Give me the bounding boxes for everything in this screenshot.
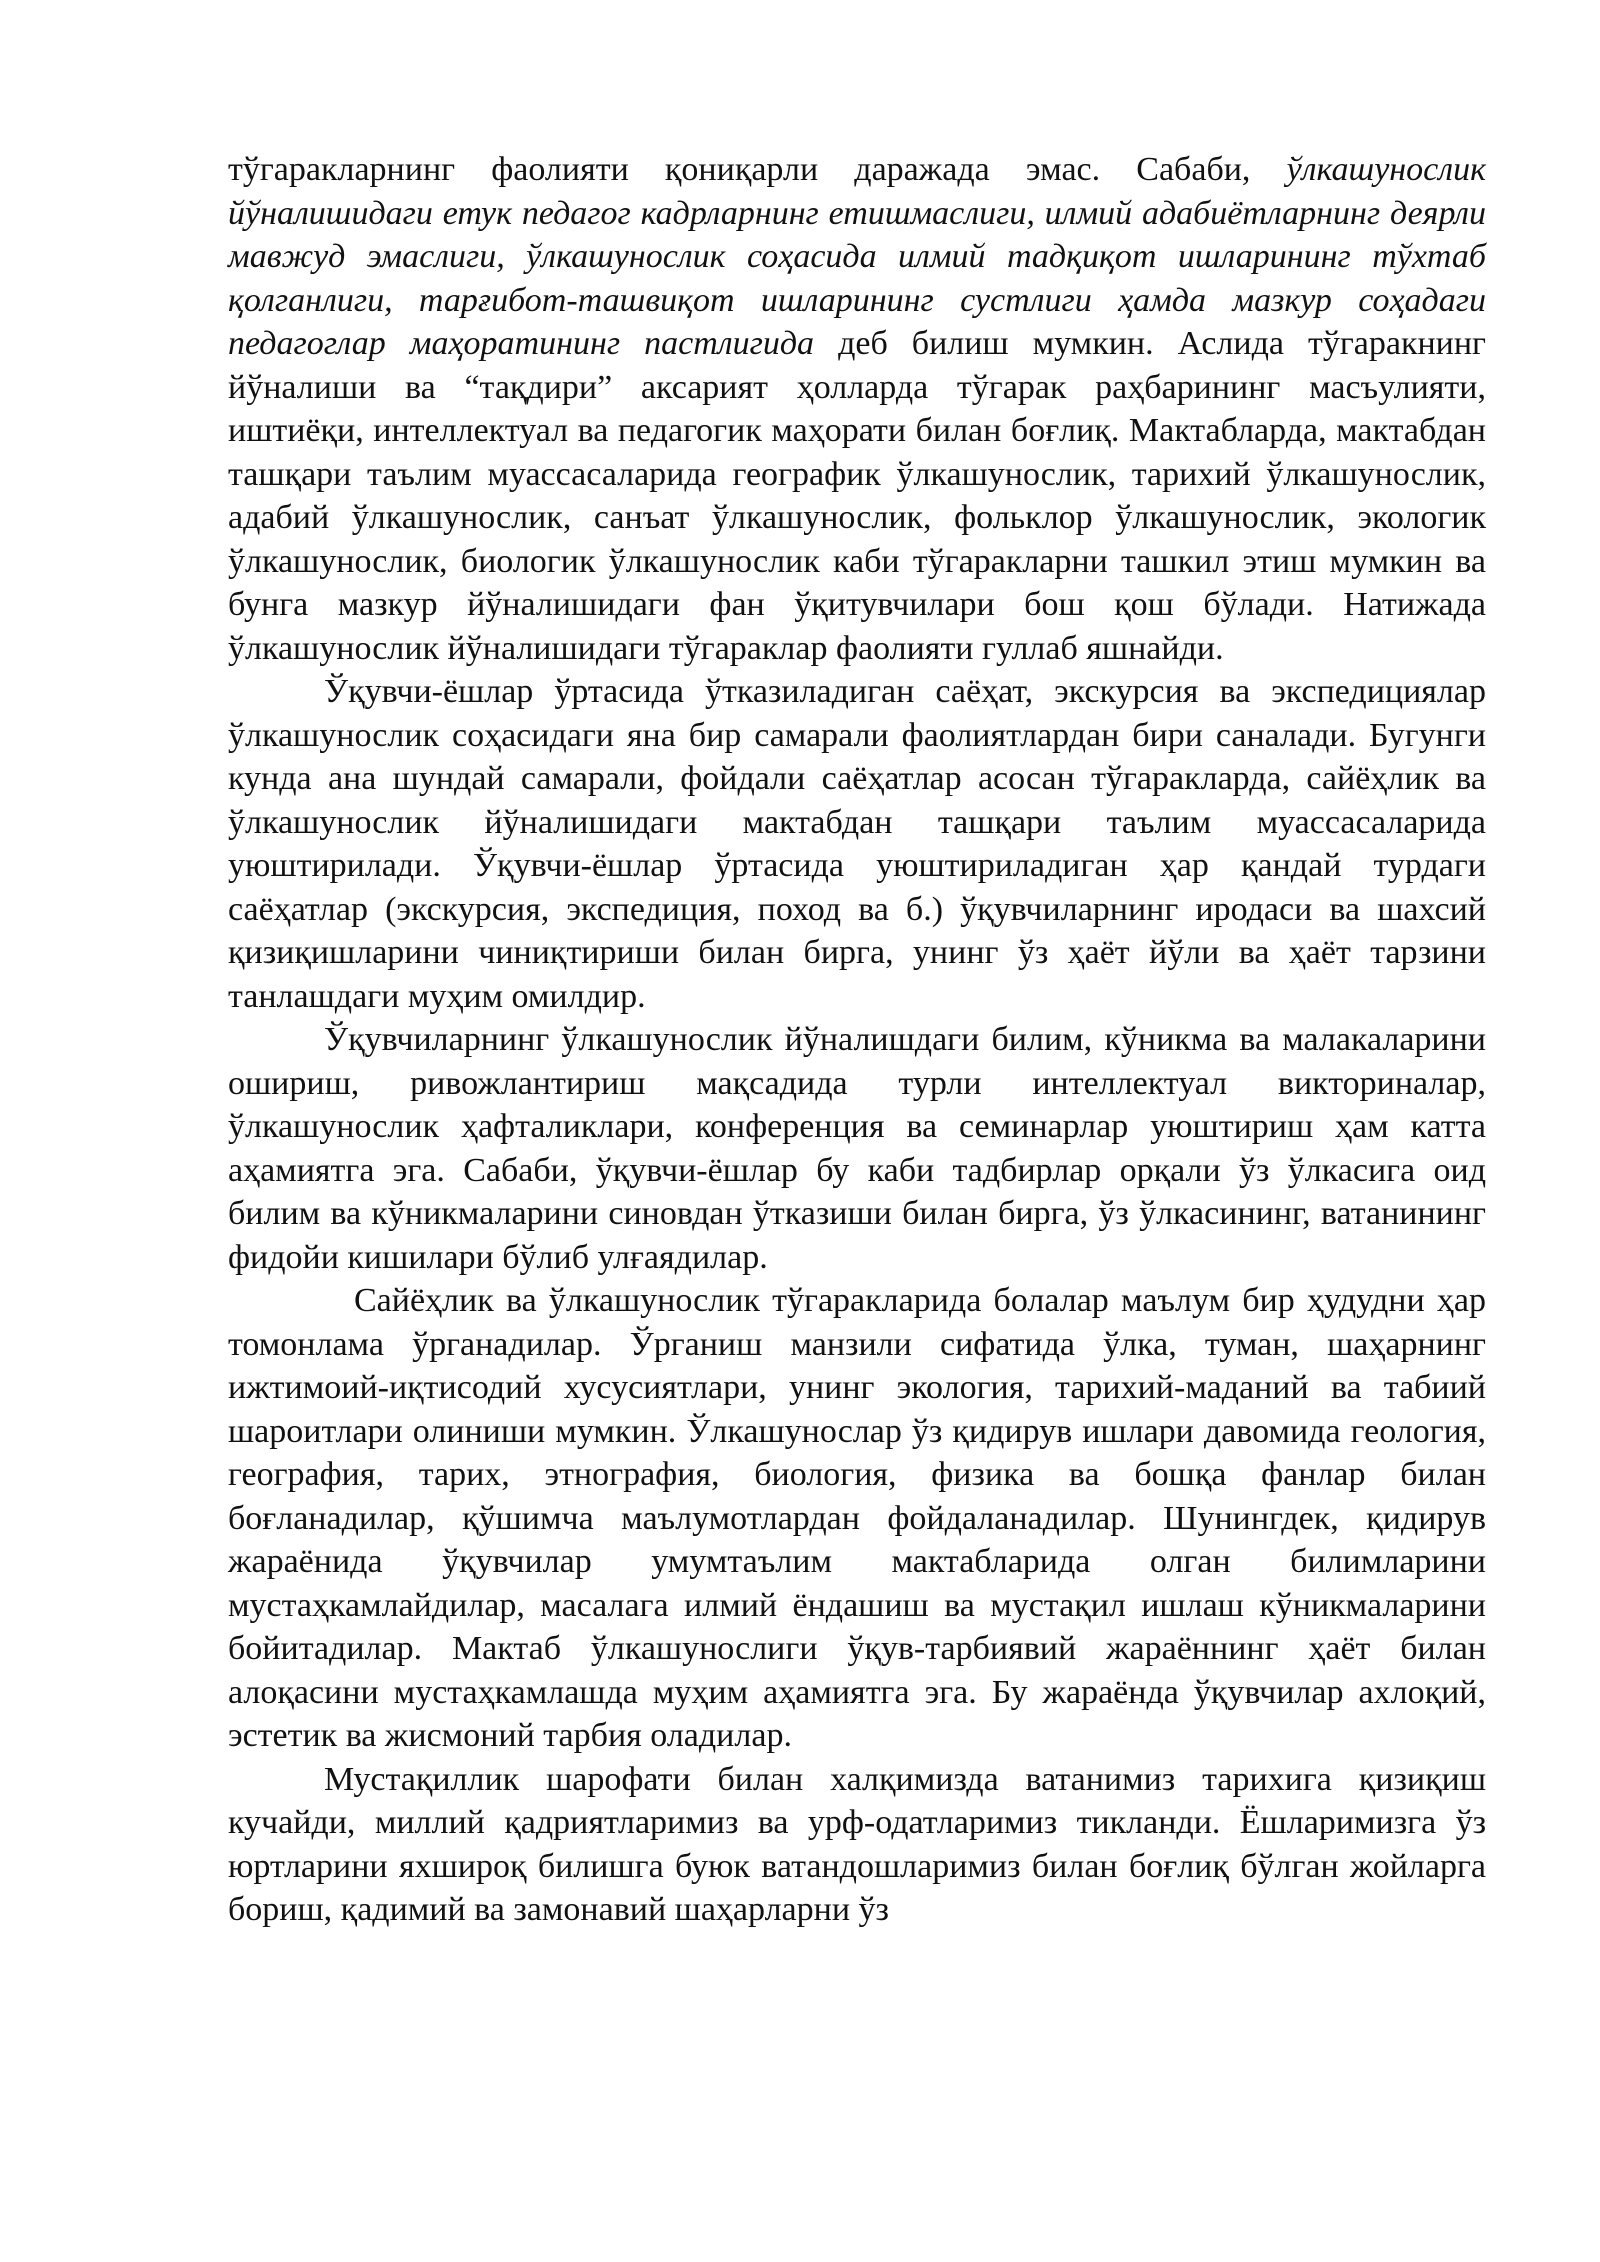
paragraph-1 [228,148,1486,670]
paragraph-4: Сайёҳлик ва ўлкашунослик тўгаракларида болалар маълум бир ҳудудни ҳар томонлама ўрганадилар. Ўрганиш манзили сифатида ўлка, туман, шаҳарнинг ижтимоий-иқтисодий хусусиятлари, унинг экология, тарихий-маданий ва табиий шароитлари олиниши мумкин. Ўлкашунослар ўз қидирув ишлари давомида геология, география, тарих, этнография, биология, физика ва бошқа фанлар билан боғланадилар, қўшимча маълумотлардан фойдаланадилар. Шунингдек, қидирув жараёнида ўқувчилар умумтаълим мактабларида олган билимларини мустаҳкамлайдилар, масалага илмий ёндашиш ва мустақил ишлаш кўникмаларини бойитадилар. Мактаб ўлкашунослиги ўқув-тарбиявий жараённинг ҳаёт билан алоқасини мустаҳкамлашда муҳим аҳамиятга эга. Бу жараёнда ўқувчилар ахлоқий, эстетик ва жисмоний тарбия оладилар. [228,1282,1486,1754]
paragraph-2: Ўқувчи-ёшлар ўртасида ўтказиладиган саёҳат, экскурсия ва экспедициялар ўлкашунослик соҳасидаги яна бир самарали фаолиятлардан бири саналади. Бугунги кунда ана шундай самарали, фойдали саёҳатлар асосан тўгаракларда, сайёҳлик ва ўлкашунослик йўналишидаги мактабдан ташқари таълим муассасаларида уюштирилади. Ўқувчи-ёшлар ўртасида уюштириладиган ҳар қандай турдаги саёҳатлар (экскурсия, экспедиция, поход ва б.) ўқувчиларнинг иродаси ва шахсий қизиқишларини чиниқтириши билан бирга, унинг ўз ҳаёт йўли ва ҳаёт тарзини танлашдаги муҳим омилдир. [228,673,1486,1015]
paragraph-1-text-start: тўгаракларнинг фаолияти қониқарли даражада эмас. Сабаби, [228,151,1287,188]
paragraph-3: Ўқувчиларнинг ўлкашунослик йўналишдаги билим, кўникма ва малакаларини ошириш, ривожлантириш мақсадида турли интеллектуал викториналар, ўлкашунослик ҳафталиклари, конференция ва семинарлар уюштириш ҳам катта аҳамиятга эга. Сабаби, ўқувчи-ёшлар бу каби тадбирлар орқали ўз ўлкасига оид билим ва кўникмаларини синовдан ўтказиши билан бирга, ўз ўлкасининг, ватанининг фидойи кишилари бўлиб улғаядилар. [228,1021,1486,1276]
paragraph-5: Мустақиллик шарофати билан халқимизда ватанимиз тарихига қизиқиш кучайди, миллий қадриятларимиз ва урф-одатларимиз тикланди. Ёшларимизга ўз юртларини яхшироқ билишга буюк ватандошларимиз билан боғлиқ бўлган жойларга бориш, қадимий ва замонавий шаҳарларни ўз [228,1760,1486,1928]
paragraph-1-italic-text: ўлкашунослик йўналишидаги етук педагог кадрларнинг етишмаслиги, илмий адабиётларнинг деярли мавжуд эмаслиги, ўлкашунослик соҳасида илмий тадқиқот ишларининг тўхтаб қолганлиги, тарғибот-ташвиқот ишларининг сустлиги ҳамда мазкур соҳадаги педагоглар маҳоратининг пастлигида [228,151,1486,362]
paragraph-1-text-end: деб билиш мумкин. Аслида тўгаракнинг йўналиши ва “тақдири” аксарият ҳолларда тўгарак раҳбарининг масъулияти, иштиёқи, интеллектуал ва педагогик маҳорати билан боғлиқ. Мактабларда, мактабдан ташқари таълим муассасаларида географик ўлкашунослик, тарихий ўлкашунослик, адабий ўлкашунослик, санъат ўлкашунослик, фольклор ўлкашунослик, экологик ўлкашунослик, биологик ўлкашунослик каби тўгаракларни ташкил этиш мумкин ва бунга мазкур йўналишидаги фан ўқитувчилари бош қош бўлади. Натижада ўлкашунослик йўналишидаги тўгараклар фаолияти гуллаб яшнайди. [228,325,1486,667]
document-page [228,148,1486,1932]
